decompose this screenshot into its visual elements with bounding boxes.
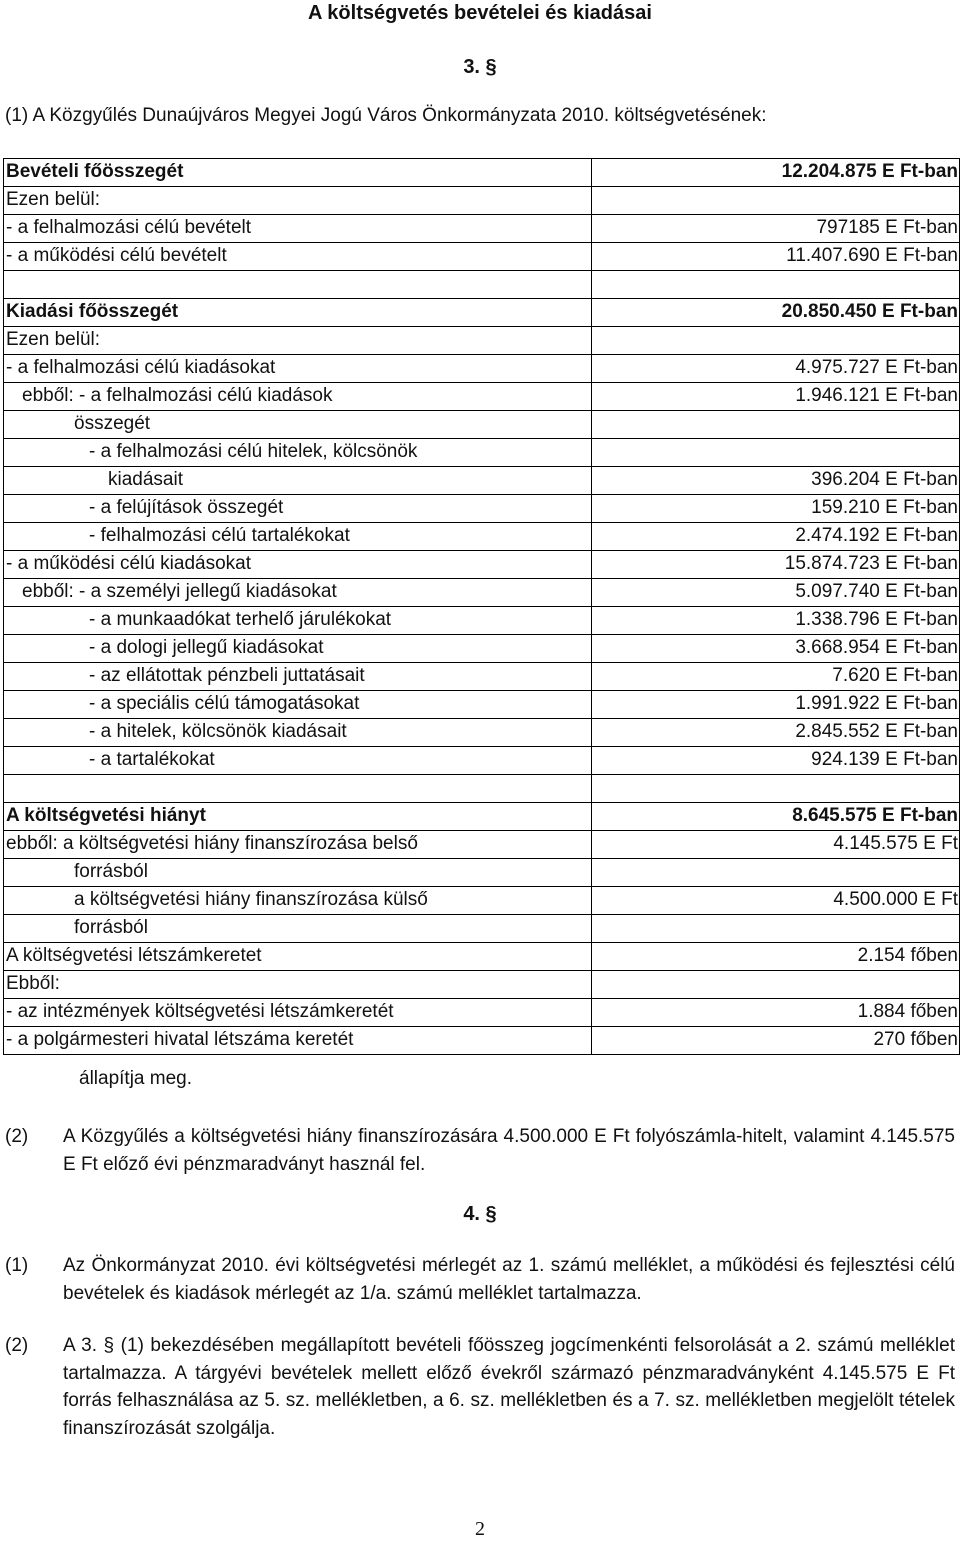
row-value xyxy=(592,915,960,943)
row-label: - a munkaadókat terhelő járulékokat xyxy=(4,607,592,635)
row-label xyxy=(4,271,592,299)
row-label: forrásból xyxy=(4,859,592,887)
paragraph-4-2 xyxy=(5,1332,955,1442)
row-label: - az ellátottak pénzbeli juttatásait xyxy=(4,663,592,691)
row-value: 159.210 E Ft-ban xyxy=(592,495,960,523)
row-value: 396.204 E Ft-ban xyxy=(592,467,960,495)
table-row xyxy=(4,859,960,887)
table-row xyxy=(4,439,960,467)
row-label xyxy=(4,775,592,803)
table-row xyxy=(4,719,960,747)
row-value: 7.620 E Ft-ban xyxy=(592,663,960,691)
row-value xyxy=(592,859,960,887)
row-label: - a felújítások összegét xyxy=(4,495,592,523)
table-row xyxy=(4,1027,960,1055)
table-row xyxy=(4,971,960,999)
row-value: 4.145.575 E Ft xyxy=(592,831,960,859)
row-value: 8.645.575 E Ft-ban xyxy=(592,803,960,831)
paragraph-number: (2) xyxy=(5,1335,29,1356)
table-row xyxy=(4,607,960,635)
row-value: 5.097.740 E Ft-ban xyxy=(592,579,960,607)
table-row xyxy=(4,467,960,495)
table-row xyxy=(4,383,960,411)
table-row xyxy=(4,999,960,1027)
section-heading-3: 3. § xyxy=(463,56,497,78)
row-label: Ezen belül: xyxy=(4,187,592,215)
table-row xyxy=(4,803,960,831)
paragraph-4-1 xyxy=(5,1252,955,1307)
paragraph-text: A 3. § (1) bekezdésében megállapított bevételi főösszeg jogcímenkénti felsorolását a 2. számú melléklet tartalmazza. A tárgyévi bevételek mellett előző évekről származó pénzmaradványként 4.145.575 E Ft forrás felhasználása az 5. sz. mellékletben, a 6. sz. mellékletben és a 7. sz. mellékletben megjelölt tételek finanszírozását szolgálja. xyxy=(63,1335,955,1439)
closing-text: állapítja meg. xyxy=(79,1068,193,1089)
row-value: 924.139 E Ft-ban xyxy=(592,747,960,775)
section-heading-4: 4. § xyxy=(463,1203,497,1225)
row-value: 4.975.727 E Ft-ban xyxy=(592,355,960,383)
table-row xyxy=(4,299,960,327)
paragraph-text: Az Önkormányzat 2010. évi költségvetési mérlegét az 1. számú melléklet, a működési és fejlesztési célú bevételek és kiadások mérlegét az 1/a. számú melléklet tartalmazza. xyxy=(63,1255,955,1304)
row-label: - a felhalmozási célú kiadásokat xyxy=(4,355,592,383)
row-value xyxy=(592,327,960,355)
row-value: 2.154 főben xyxy=(592,943,960,971)
row-label: Ezen belül: xyxy=(4,327,592,355)
table-row xyxy=(4,831,960,859)
row-label: forrásból xyxy=(4,915,592,943)
row-value: 1.946.121 E Ft-ban xyxy=(592,383,960,411)
table-row xyxy=(4,411,960,439)
table-row xyxy=(4,355,960,383)
table-row xyxy=(4,775,960,803)
row-label: A költségvetési hiányt xyxy=(4,803,592,831)
row-label: Ebből: xyxy=(4,971,592,999)
row-value: 11.407.690 E Ft-ban xyxy=(592,243,960,271)
row-value: 4.500.000 E Ft xyxy=(592,887,960,915)
table-row xyxy=(4,635,960,663)
table-row xyxy=(4,243,960,271)
row-value: 2.845.552 E Ft-ban xyxy=(592,719,960,747)
row-label: összegét xyxy=(4,411,592,439)
table-row xyxy=(4,327,960,355)
table-row xyxy=(4,579,960,607)
row-label: - a tartalékokat xyxy=(4,747,592,775)
row-label: - az intézmények költségvetési létszámkeretét xyxy=(4,999,592,1027)
row-label: ebből: a költségvetési hiány finanszírozása belső xyxy=(4,831,592,859)
row-value: 20.850.450 E Ft-ban xyxy=(592,299,960,327)
table-row xyxy=(4,159,960,187)
row-value: 1.884 főben xyxy=(592,999,960,1027)
table-row xyxy=(4,691,960,719)
table-row xyxy=(4,523,960,551)
intro-paragraph: (1) A Közgyűlés Dunaújváros Megyei Jogú Város Önkormányzata 2010. költségvetésének: xyxy=(5,105,767,126)
row-value: 3.668.954 E Ft-ban xyxy=(592,635,960,663)
row-value: 2.474.192 E Ft-ban xyxy=(592,523,960,551)
budget-table xyxy=(3,158,960,1055)
row-value xyxy=(592,775,960,803)
table-row xyxy=(4,551,960,579)
row-value: 1.338.796 E Ft-ban xyxy=(592,607,960,635)
paragraph-number: (1) xyxy=(5,1255,29,1276)
row-label: ebből: - a személyi jellegű kiadásokat xyxy=(4,579,592,607)
row-label: - a hitelek, kölcsönök kiadásait xyxy=(4,719,592,747)
table-row xyxy=(4,887,960,915)
row-label: Bevételi főösszegét xyxy=(4,159,592,187)
row-label: - a felhalmozási célú hitelek, kölcsönök xyxy=(4,439,592,467)
row-label: ebből: - a felhalmozási célú kiadások xyxy=(4,383,592,411)
row-label: - felhalmozási célú tartalékokat xyxy=(4,523,592,551)
paragraph-3-2 xyxy=(5,1123,955,1178)
row-value: 270 főben xyxy=(592,1027,960,1055)
row-value xyxy=(592,411,960,439)
row-label: - a speciális célú támogatásokat xyxy=(4,691,592,719)
row-value xyxy=(592,439,960,467)
row-label: - a dologi jellegű kiadásokat xyxy=(4,635,592,663)
row-label: - a felhalmozási célú bevételt xyxy=(4,215,592,243)
table-row xyxy=(4,271,960,299)
row-label: A költségvetési létszámkeretet xyxy=(4,943,592,971)
row-value: 1.991.922 E Ft-ban xyxy=(592,691,960,719)
row-label: - a működési célú kiadásokat xyxy=(4,551,592,579)
row-label: kiadásait xyxy=(4,467,592,495)
row-value xyxy=(592,271,960,299)
table-row xyxy=(4,943,960,971)
row-label: Kiadási főösszegét xyxy=(4,299,592,327)
table-row xyxy=(4,663,960,691)
table-row xyxy=(4,187,960,215)
page-title: A költségvetés bevételei és kiadásai xyxy=(308,2,652,24)
row-value: 15.874.723 E Ft-ban xyxy=(592,551,960,579)
table-row xyxy=(4,215,960,243)
table-row xyxy=(4,747,960,775)
row-label: a költségvetési hiány finanszírozása külső xyxy=(4,887,592,915)
table-row xyxy=(4,495,960,523)
row-value xyxy=(592,971,960,999)
row-value: 797185 E Ft-ban xyxy=(592,215,960,243)
paragraph-number: (2) xyxy=(5,1126,29,1147)
row-label: - a működési célú bevételt xyxy=(4,243,592,271)
table-row xyxy=(4,915,960,943)
page-number: 2 xyxy=(475,1518,485,1540)
row-value: 12.204.875 E Ft-ban xyxy=(592,159,960,187)
row-label: - a polgármesteri hivatal létszáma keretét xyxy=(4,1027,592,1055)
paragraph-text: A Közgyűlés a költségvetési hiány finanszírozására 4.500.000 E Ft folyószámla-hitelt, valamint 4.145.575 E Ft előző évi pénzmaradványt használ fel. xyxy=(63,1126,955,1175)
row-value xyxy=(592,187,960,215)
